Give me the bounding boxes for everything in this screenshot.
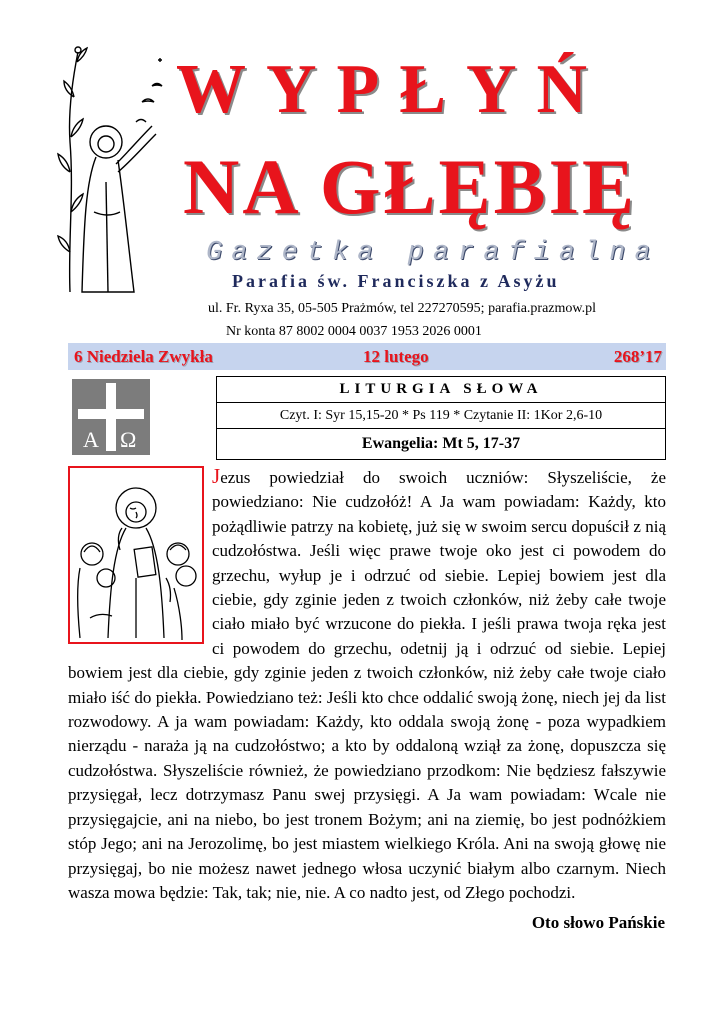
closing-acclamation: Oto słowo Pańskie — [531, 913, 665, 932]
liturgy-heading: LITURGIA SŁOWA — [217, 377, 665, 403]
liturgy-section — [68, 375, 666, 460]
bank-account: Nr konta 87 8002 0004 0037 1953 2026 0001 — [226, 324, 482, 339]
issue-date: 12 lutego — [363, 347, 429, 366]
liturgical-sunday: 6 Niedziela Zwykła — [74, 347, 213, 366]
date-bar — [68, 343, 666, 370]
alpha-letter: A — [83, 427, 99, 452]
newsletter-title-line1: WYPŁYŃ — [176, 51, 608, 128]
gospel-initial: J — [212, 464, 221, 488]
parish-address: ul. Fr. Ryxa 35, 05-505 Prażmów, tel 227270595; parafia.prazmow.pl — [208, 301, 596, 316]
gospel-reference: Ewangelia: Mt 5, 17-37 — [361, 435, 521, 452]
saint-francis-illustration — [56, 42, 166, 302]
newsletter-title-line2: NA GŁĘBIĘ — [183, 143, 637, 230]
alpha-omega-cross-icon — [72, 379, 150, 455]
gospel-passage — [68, 464, 666, 905]
issue-number: 268’17 — [613, 347, 662, 366]
liturgy-table — [216, 376, 666, 460]
gospel-text: ezus powiedział do swoich uczniów: Słyszeliście, że powiedziano: Nie cudzołóż! A Ja wam powiadam: Każdy, kto pożądliwie patrzy na kobietę, już się w swoim sercu dopuścił z nią cudzołóstwa. Jeśli więc prawe twoje oko jest ci powodem do grzechu, wyłup je i odrzuć od siebie. Lepiej bowiem jest dla ciebie, gdy zginie jeden z twoich członków, niż żeby całe twoje ciało miało być wrzucone do piekła. I jeśli prawa twoja ręka jest ci powodem do grzechu, odetnij ją i odrzuć od siebie. Lepiej bowiem jest dla ciebie, gdy zginie jeden z twoich członków, niż żeby całe twoje ciało miało iść do piekła. Powiedziano też: Jeśli kto chce oddalić swoją żonę, niech jej da list rozwodowy. A ja wam powiadam: Każdy, kto oddala swoją żonę - poza wypadkiem nierządu - naraża ją na cudzołóstwo; a kto by oddaloną wziął za żonę, dopuszcza się cudzołóstwa. Słyszeliście również, że powiedziano przodkom: Nie będziesz fałszywie przysięgał, lecz dotrzymasz Panu swej przysięgi. A Ja wam powiadam: Wcale nie przysięgajcie, ani na niebo, bo jest tronem Bożym; ani na ziemię, bo jest podnóżkiem stóp Jego; ani na Jerozolimę, bo jest miastem wielkiego Króla. Ani na swoją głowę nie przysięgaj, bo nie możesz nawet jednego włosa uczynić białym albo czarnym. Niech wasza mowa będzie: Tak, tak; nie, nie. A co nadto jest, od Złego pochodzi. — [68, 468, 666, 902]
newsletter-subtitle: Gazetka parafialna — [206, 238, 660, 268]
parish-name: Parafia św. Franciszka z Asyżu — [232, 271, 560, 291]
omega-letter: Ω — [120, 427, 137, 452]
readings-list: Czyt. I: Syr 15,15-20 * Ps 119 * Czytanie II: 1Kor 2,6-10 — [217, 403, 665, 429]
